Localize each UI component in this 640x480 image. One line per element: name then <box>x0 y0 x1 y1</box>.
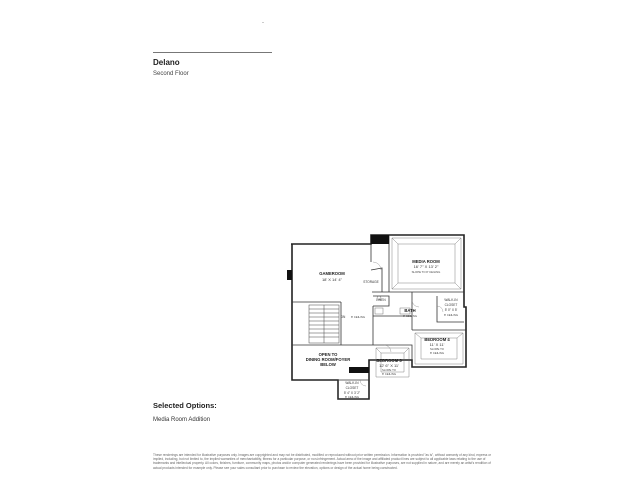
staircase <box>309 305 339 343</box>
media-room-label: MEDIA ROOM <box>412 259 440 264</box>
stair-ceiling-note: 8' CEILING <box>350 315 366 319</box>
bedroom-4-dims: 11' X 11' <box>429 342 445 347</box>
walkin-closet-2-label: WALK-IN <box>345 381 359 385</box>
bath-label: BATH <box>404 308 416 313</box>
bedroom-3-note2: 8' CEILING <box>381 372 397 376</box>
stair-down-label: DN <box>340 315 346 319</box>
bedroom-3-dims: 12' 6" X 11' <box>379 363 399 368</box>
gameroom-dims: 18' X 14' 4" <box>321 277 343 282</box>
legal-disclaimer: These renderings are intended for illustrative purposes only. Images are copyrighted and may not be distributed, modified or reproduced without prior written permission. Information is provided "as is", without warranty of any kind, express or implied, including, but not limited to, the implied warranties of merchantability, fitness for a particular purpose, or non-infringement. Actual area of the image and affiliated product lines are subject to all applicable laws relating to the use of trademarks and intellectual property. All colors, finishes, furniture, community maps, photos and/or computer generated renderings have been provided for illustrative purposes, are not supplied in nature, and are merely an artist's rendition of actual products intended for example only. Please see your sales consultant prior to purchase to review the elevation, options or design of the actual home being constructed. <box>153 453 492 470</box>
selected-options-heading: Selected Options: <box>153 401 217 410</box>
selected-option-item: Media Room Addition <box>153 417 211 423</box>
bath-note: 8' CEILING <box>402 314 418 318</box>
media-room-dims: 16' 7" X 13' 2" <box>413 264 439 269</box>
open-to-label: OPEN TO <box>318 352 338 357</box>
wall-block-top <box>371 235 389 244</box>
wall-block-left <box>287 270 292 280</box>
bedroom-3-note: SLOPE TO <box>382 368 396 372</box>
walkin-closet-1-label2: CLOSET <box>444 303 458 307</box>
gameroom-label: GAMEROOM <box>319 271 345 276</box>
floor-subtitle: Second Floor <box>153 71 189 77</box>
walkin-closet-2-note: 8' CEILING <box>344 395 360 399</box>
bedroom-3-label: BEDROOM 3 <box>376 358 402 363</box>
walkin-closet-1-note: 8' CEILING <box>443 313 459 317</box>
open-to-label3: BELOW <box>320 362 336 367</box>
bedroom-4-note: SLOPE TO <box>430 347 444 351</box>
bedroom-4-note2: 8' CEILING <box>429 351 445 355</box>
wall-block-bottom <box>349 367 369 373</box>
media-room-note: SLOPE TO 8' CEILING <box>411 270 441 274</box>
open-to-label2: DINING ROOM/FOYER <box>305 357 351 362</box>
walkin-closet-1-label: WALK-IN <box>444 298 458 302</box>
plan-title: Delano <box>153 58 180 67</box>
bedroom-4-label: BEDROOM 4 <box>424 337 450 342</box>
walkin-closet-2-dims: 5' 4" X 3' 2" <box>343 391 361 395</box>
walkin-closet-1-dims: 5' 0" X 5' <box>444 308 458 312</box>
storage-label: STORAGE <box>363 280 379 284</box>
walkin-closet-2-label2: CLOSET <box>345 386 359 390</box>
linen-label: LINEN <box>376 298 386 302</box>
